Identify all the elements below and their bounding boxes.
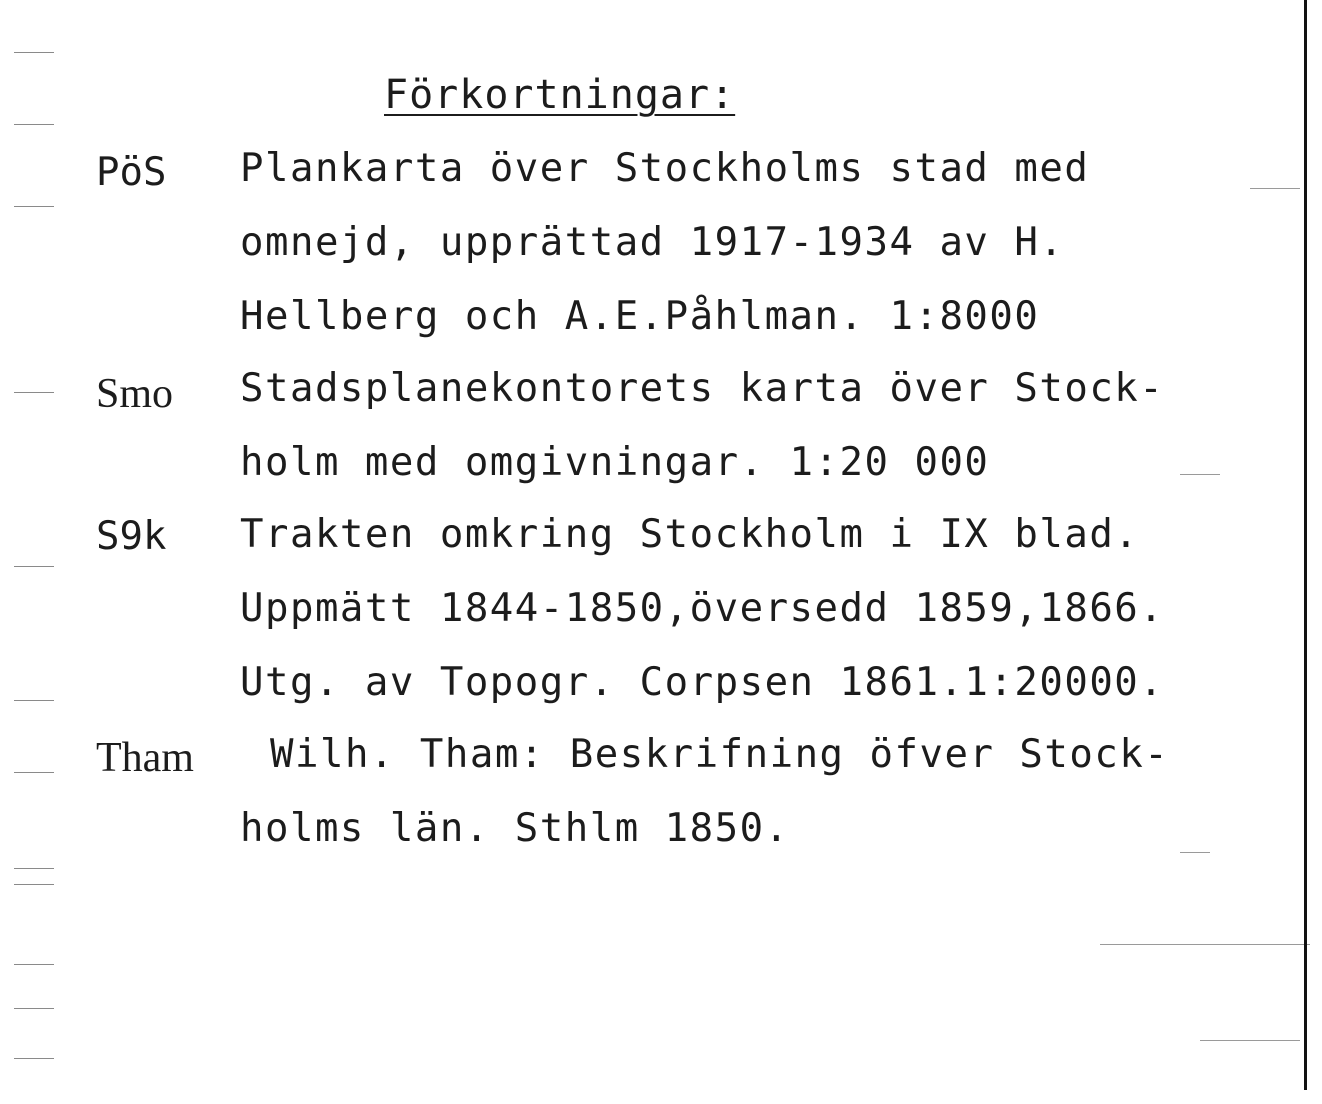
entry-line: Trakten omkring Stockholm i IX blad. (240, 512, 1140, 557)
page-title (384, 72, 735, 118)
abbreviation-s9k: S9k (96, 514, 167, 559)
rule-mark (1250, 188, 1300, 189)
entry-line: Plankarta över Stockholms stad med (240, 146, 1090, 191)
title-text: Förkortningar: (384, 72, 736, 118)
entry-line: Hellberg och A.E.Påhlman. 1:8000 (240, 294, 1040, 339)
abbreviation-smo: Smo (96, 371, 174, 417)
abbreviation-tham: Tham (96, 735, 194, 781)
abbreviation-pos: PöS (96, 150, 167, 195)
card-right-edge (1304, 0, 1307, 1090)
rule-mark (1180, 474, 1220, 475)
entry-line: Stadsplanekontorets karta över Stock- (240, 366, 1165, 411)
entry-line: omnejd, upprättad 1917-1934 av H. (240, 220, 1065, 265)
entry-line: Utg. av Topogr. Corpsen 1861.1:20000. (240, 660, 1165, 705)
card-left-margin-marks (0, 0, 60, 1104)
entry-line: holm med omgivningar. 1:20 000 (240, 440, 990, 485)
entry-line: holms län. Sthlm 1850. (240, 806, 790, 851)
entry-line: Wilh. Tham: Beskrifning öfver Stock- (270, 732, 1170, 777)
rule-mark (1180, 852, 1210, 853)
rule-mark (1100, 944, 1310, 945)
rule-mark (1200, 1040, 1300, 1041)
entry-line: Uppmätt 1844-1850,översedd 1859,1866. (240, 586, 1165, 631)
